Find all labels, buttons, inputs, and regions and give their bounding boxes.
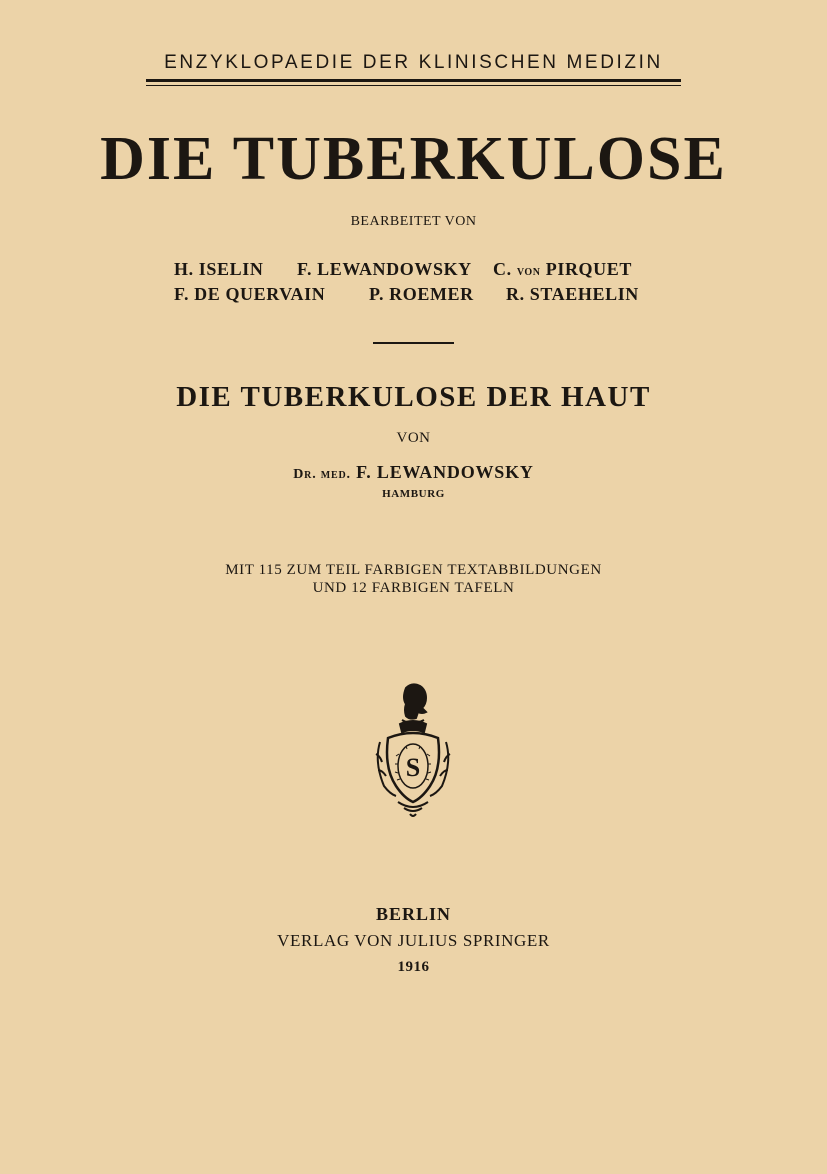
author-city: HAMBURG	[382, 488, 445, 500]
author-pirquet-particle: von	[516, 264, 541, 279]
publisher-name: VERLAG VON JULIUS SPRINGER	[277, 931, 550, 950]
author-name: F. LEWANDOWSKY	[356, 462, 534, 482]
series-title: ENZYKLOPAEDIE DER KLINISCHEN MEDIZIN	[164, 52, 663, 73]
publisher-city: BERLIN	[375, 904, 452, 924]
author-pirquet-surname: PIRQUET	[545, 259, 632, 279]
by-label: VON	[396, 430, 431, 446]
illustrations-note-line2: UND 12 FARBIGEN TAFELN	[312, 580, 515, 596]
author-pirquet-initial: C.	[493, 259, 512, 279]
author-iselin: H. ISELIN	[174, 259, 264, 279]
volume-author	[0, 462, 827, 483]
author-degree: Dr. med.	[293, 467, 351, 482]
author-pirquet	[493, 259, 632, 280]
edited-by-label: BEARBEITET VON	[350, 214, 477, 229]
publication-year: 1916	[397, 959, 430, 975]
book-title: DIE TUBERKULOSE	[100, 125, 727, 193]
series-rule-thin	[146, 85, 681, 86]
springer-knight-emblem	[370, 680, 456, 822]
volume-title: DIE TUBERKULOSE DER HAUT	[176, 381, 651, 413]
author-lewandowsky: F. LEWANDOWSKY	[297, 259, 472, 279]
series-rule-thick	[146, 79, 681, 82]
author-staehelin: R. STAEHELIN	[506, 284, 639, 304]
emblem-letter: S	[405, 753, 421, 782]
illustrations-note-line1: MIT 115 ZUM TEIL FARBIGEN TEXTABBILDUNGEN	[225, 562, 602, 578]
author-quervain: F. DE QUERVAIN	[174, 284, 326, 304]
section-divider	[373, 342, 454, 344]
author-roemer: P. ROEMER	[369, 284, 474, 304]
